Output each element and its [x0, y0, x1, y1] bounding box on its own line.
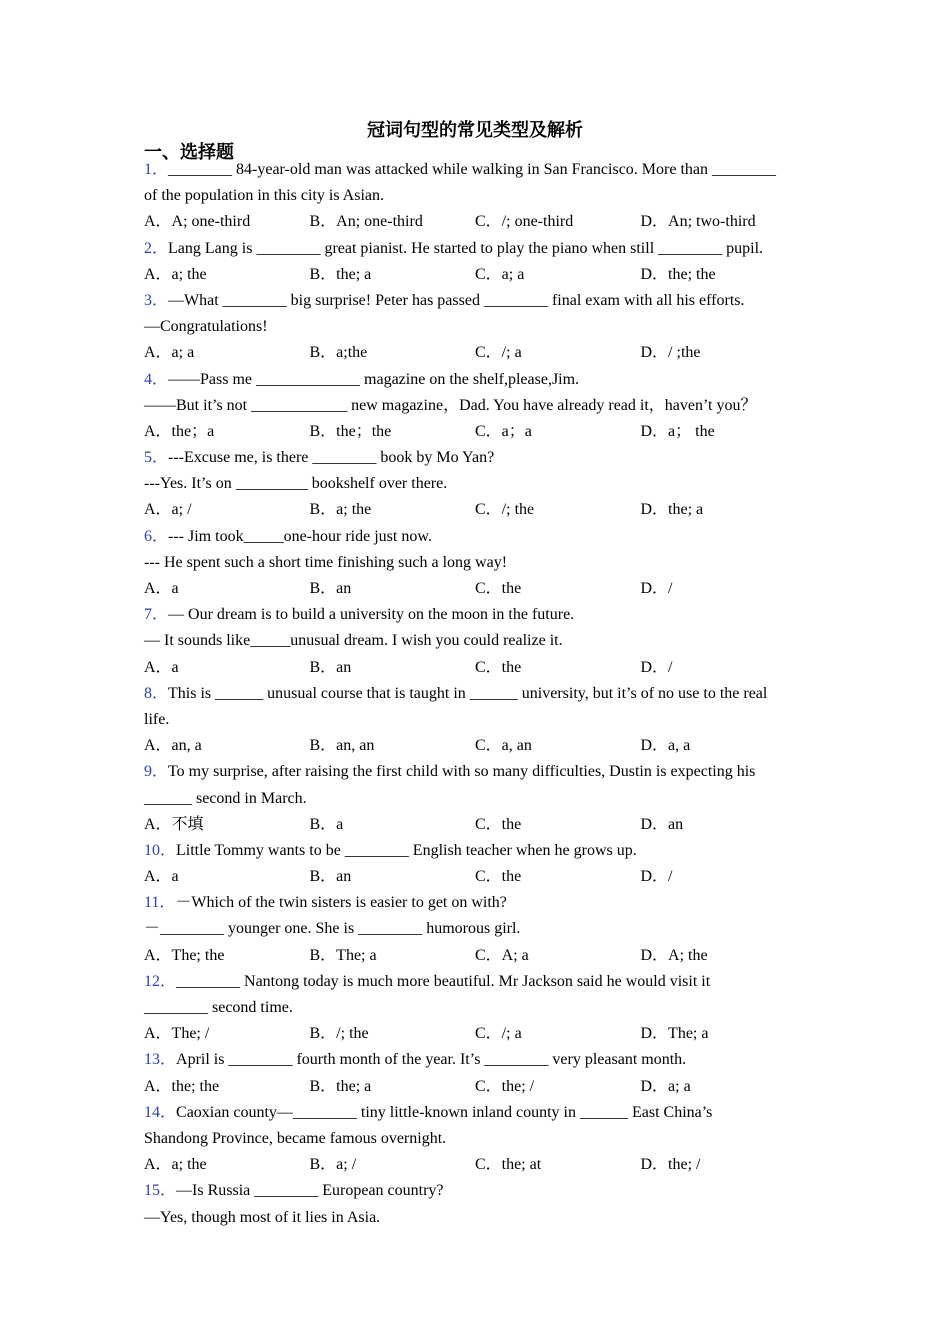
question-text-line	[144, 236, 812, 262]
option-a: A．a; the	[144, 265, 207, 283]
option-c: C．the	[475, 868, 522, 886]
question-1	[144, 157, 812, 236]
option-c: C．a, an	[475, 737, 532, 755]
option-d: D．/	[640, 868, 673, 886]
question-text: Caoxian county—________ tiny little-known inland county in ______ East China’s	[176, 1103, 713, 1121]
option-d: D．The; a	[640, 1025, 709, 1043]
question-text-line	[144, 1205, 812, 1231]
question-text-line	[144, 1126, 812, 1152]
question-text-line	[144, 1100, 812, 1126]
question-number: 13．	[144, 1051, 177, 1069]
option-c: C．/; the	[475, 501, 535, 519]
question-number: 2．	[144, 239, 169, 257]
option-a: A．an, a	[144, 737, 202, 755]
options-row	[144, 262, 812, 288]
question-text: Little Tommy wants to be ________ English teacher when he grows up.	[176, 841, 637, 859]
question-5	[144, 445, 812, 524]
question-14	[144, 1100, 812, 1179]
options-row	[144, 576, 812, 602]
question-text-line	[144, 916, 812, 942]
question-text: －________ younger one. She is ________ humorous girl.	[144, 920, 521, 938]
question-text: April is ________ fourth month of the year. It’s ________ very pleasant month.	[176, 1051, 687, 1069]
option-d: D．a； the	[640, 422, 715, 440]
question-3	[144, 288, 812, 367]
question-text: This is ______ unusual course that is taught in ______ university, but it’s of no use to the real	[168, 684, 768, 702]
option-b: B．a	[309, 815, 344, 833]
option-c: C．the	[475, 658, 522, 676]
question-text-line	[144, 550, 812, 576]
option-b: B．The; a	[309, 946, 377, 964]
question-text: —What ________ big surprise! Peter has passed ________ final exam with all his efforts.	[168, 291, 745, 309]
option-b: B．a;the	[309, 344, 368, 362]
question-text-line	[144, 838, 812, 864]
option-c: C．/; one-third	[475, 213, 574, 231]
question-text: --- He spent such a short time finishing such a long way!	[144, 553, 508, 571]
question-text-line	[144, 628, 812, 654]
option-a: A．The; /	[144, 1025, 210, 1043]
question-text: —Is Russia ________ European country?	[176, 1182, 444, 1200]
option-d: D．a, a	[640, 737, 691, 755]
option-c: C．/; a	[475, 344, 522, 362]
question-number: 12．	[144, 972, 177, 990]
options-row	[144, 1074, 812, 1100]
option-d: D．the; the	[640, 265, 716, 283]
option-d: D．/ ;the	[640, 344, 701, 362]
question-text: To my surprise, after raising the first child with so many difficulties, Dustin is expecting his	[168, 763, 756, 781]
option-b: B．the; a	[309, 1077, 372, 1095]
option-d: D．/	[640, 658, 673, 676]
options-row	[144, 943, 812, 969]
question-text: life.	[144, 710, 170, 728]
question-text: of the population in this city is Asian.	[144, 187, 384, 205]
question-text-line	[144, 969, 812, 995]
option-a: A．the; the	[144, 1077, 220, 1095]
question-text-line	[144, 890, 812, 916]
question-text-line	[144, 681, 812, 707]
question-text: ________ Nantong today is much more beautiful. Mr Jackson said he would visit it	[176, 972, 711, 990]
question-text: —Yes, though most of it lies in Asia.	[144, 1208, 381, 1226]
question-text: ---Excuse me, is there ________ book by Mo Yan?	[168, 449, 495, 467]
options-row	[144, 812, 812, 838]
option-a: A．a	[144, 868, 179, 886]
options-row	[144, 1021, 812, 1047]
option-a: A．不填	[144, 815, 204, 833]
option-a: A．a; a	[144, 344, 195, 362]
question-12	[144, 969, 812, 1048]
option-a: A．a; /	[144, 501, 192, 519]
option-c: C．a; a	[475, 265, 525, 283]
option-a: A．the；a	[144, 422, 215, 440]
option-c: C．/; a	[475, 1025, 522, 1043]
option-b: B．an	[309, 580, 352, 597]
question-text-line	[144, 314, 812, 340]
options-row	[144, 209, 812, 235]
option-b: B．a; the	[309, 501, 372, 519]
question-number: 8．	[144, 684, 169, 702]
question-text-line	[144, 524, 812, 550]
option-d: D．/	[640, 580, 673, 597]
options-row	[144, 1152, 812, 1178]
question-number: 6．	[144, 527, 169, 545]
option-d: D．an	[640, 815, 684, 833]
question-number: 3．	[144, 291, 169, 309]
question-number: 14．	[144, 1103, 177, 1121]
section-heading: 一、选择题	[144, 142, 234, 163]
option-d: D．An; two-third	[640, 213, 756, 231]
question-text: ________ 84-year-old man was attacked while walking in San Francisco. More than ________	[168, 161, 776, 178]
question-text: Lang Lang is ________ great pianist. He started to play the piano when still ________ pupil.	[168, 239, 764, 257]
question-text-line	[144, 1047, 812, 1073]
question-text-line	[144, 602, 812, 628]
question-text: －Which of the twin sisters is easier to get on with?	[175, 894, 507, 912]
question-7	[144, 602, 812, 681]
option-d: D．the; /	[640, 1156, 701, 1174]
question-list	[144, 157, 812, 1231]
options-row	[144, 419, 812, 445]
question-4	[144, 367, 812, 446]
question-text: --- Jim took_____one-hour ride just now.	[168, 527, 432, 545]
question-text: —Congratulations!	[144, 318, 268, 336]
question-text-line	[144, 995, 812, 1021]
question-number: 4．	[144, 370, 169, 388]
option-a: A．a	[144, 658, 179, 676]
option-b: B．an, an	[309, 737, 375, 755]
question-text: ——Pass me _____________ magazine on the shelf,please,Jim.	[168, 370, 580, 388]
option-d: D．the; a	[640, 501, 704, 519]
question-15	[144, 1178, 812, 1230]
option-b: B．a; /	[309, 1156, 357, 1174]
question-2	[144, 236, 812, 288]
option-b: B．an	[309, 868, 352, 886]
question-number: 10．	[144, 841, 177, 859]
option-b: B．an	[309, 658, 352, 676]
question-11	[144, 890, 812, 969]
question-text-line	[144, 288, 812, 314]
option-c: C．a；a	[475, 422, 532, 440]
option-d: D．a; a	[640, 1077, 691, 1095]
question-number: 5．	[144, 449, 169, 467]
question-text: ________ second time.	[144, 999, 293, 1016]
question-13	[144, 1047, 812, 1099]
options-row	[144, 497, 812, 523]
question-text-line	[144, 445, 812, 471]
options-row	[144, 655, 812, 681]
question-6	[144, 524, 812, 603]
question-text-line	[144, 786, 812, 812]
question-text-line	[144, 183, 812, 209]
question-text-line	[144, 157, 812, 183]
question-number: 15．	[144, 1182, 177, 1200]
option-b: B．the；the	[309, 422, 392, 440]
question-number: 7．	[144, 606, 169, 624]
question-text: Shandong Province, became famous overnight.	[144, 1129, 447, 1147]
option-c: C．the	[475, 815, 522, 833]
question-10	[144, 838, 812, 890]
option-b: B．An; one-third	[309, 213, 423, 231]
question-text-line	[144, 471, 812, 497]
option-a: A．a	[144, 580, 179, 597]
question-number: 1．	[144, 161, 169, 178]
options-row	[144, 340, 812, 366]
question-text-line	[144, 707, 812, 733]
option-d: D．A; the	[640, 946, 708, 964]
question-text-line	[144, 1178, 812, 1204]
option-a: A．a; the	[144, 1156, 207, 1174]
option-c: C．the; /	[475, 1077, 535, 1095]
question-text-line	[144, 759, 812, 785]
options-row	[144, 864, 812, 890]
option-c: C．the; at	[475, 1156, 542, 1174]
question-number: 9．	[144, 763, 169, 781]
option-a: A．The; the	[144, 946, 225, 964]
question-text: — Our dream is to build a university on the moon in the future.	[168, 606, 575, 624]
option-a: A．A; one-third	[144, 213, 251, 231]
option-b: B．/; the	[309, 1025, 369, 1043]
document-title: 冠词句型的常见类型及解析	[367, 120, 583, 141]
question-text: ——But it’s not ____________ new magazine，Dad. You have already read it，haven’t you？	[144, 396, 757, 414]
option-b: B．the; a	[309, 265, 372, 283]
question-text-line	[144, 393, 812, 419]
question-9	[144, 759, 812, 838]
question-text: ---Yes. It’s on _________ bookshelf over there.	[144, 475, 448, 493]
question-text: ______ second in March.	[144, 789, 307, 807]
question-text: — It sounds like_____unusual dream. I wish you could realize it.	[144, 632, 563, 650]
question-number: 11．	[144, 894, 176, 912]
option-c: C．A; a	[475, 946, 529, 964]
options-row	[144, 733, 812, 759]
question-text-line	[144, 367, 812, 393]
question-8	[144, 681, 812, 760]
option-c: C．the	[475, 580, 522, 597]
